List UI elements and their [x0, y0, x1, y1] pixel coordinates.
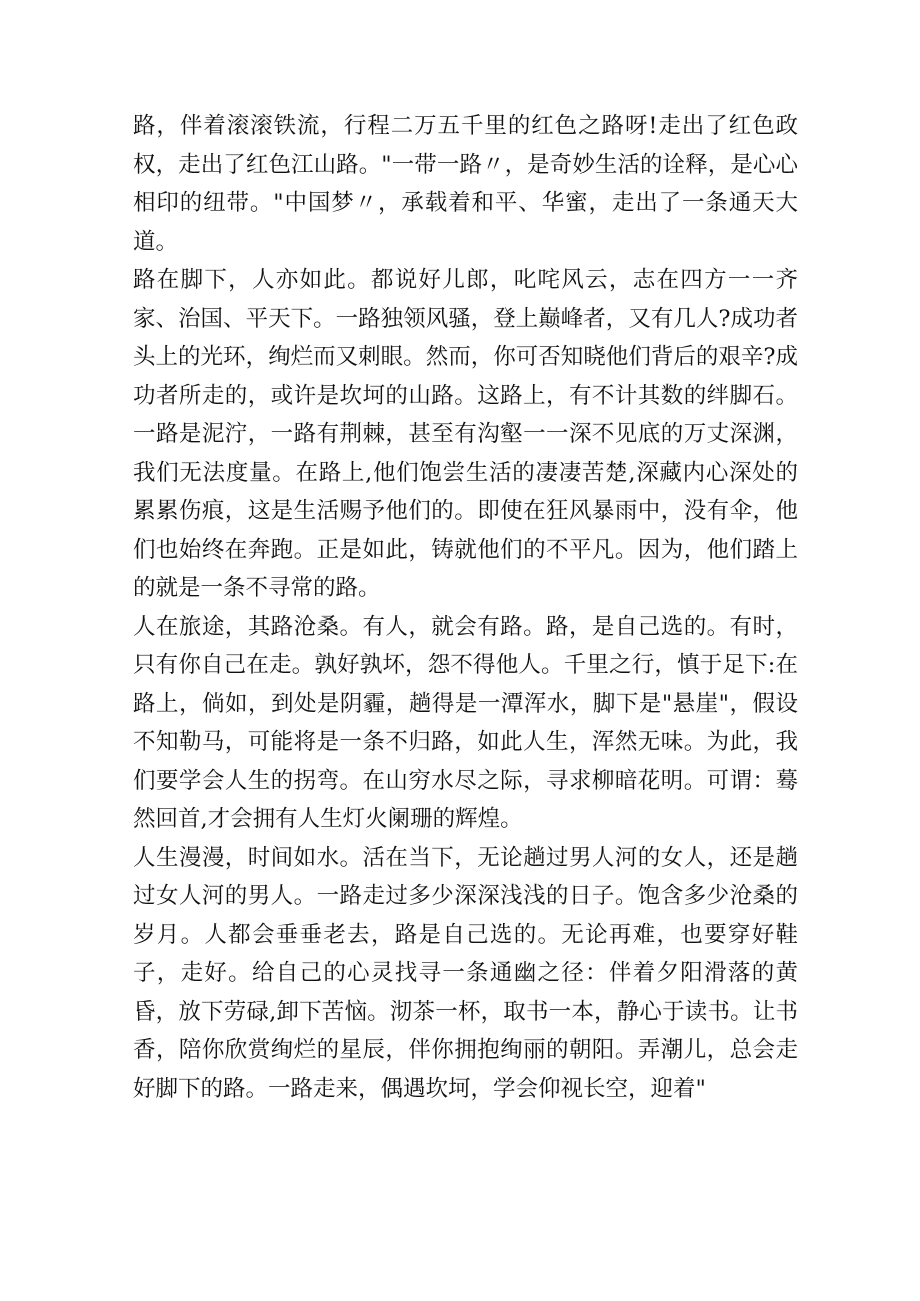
paragraph-road-under-feet: 路在脚下，人亦如此。都说好儿郎，叱咤风云，志在四方一一齐家、治国、平天下。一路独领风骚，登上巅峰者，又有几人?成功者头上的光环，绚烂而又刺眼。然而，你可否知晓他们背后的艰辛?成功者所走的，或许是坎坷的山路。这路上，有不计其数的绊脚石。一路是泥泞，一路有荆棘，甚至有沟壑一一深不见底的万丈深渊，我们无法度量。在路上,他们饱尝生活的凄凄苦楚,深藏内心深处的累累伤痕，这是生活赐予他们的。即使在狂风暴雨中，没有伞，他们也始终在奔跑。正是如此，铸就他们的不平凡。因为，他们踏上的就是一条不寻常的路。 — [133, 267, 798, 601]
paragraph-life-journey: 人在旅途，其路沧桑。有人，就会有路。路，是自己选的。有时，只有你自己在走。孰好孰坏，怨不得他人。千里之行，慎于足下:在路上，倘如，到处是阴霾，趟得是一潭浑水，脚下是"悬崖"，假设不知勒马，可能将是一条不归路，如此人生，浑然无味。为此，我们要学会人生的拐弯。在山穷水尽之际，寻求柳暗花明。可谓：蓦然回首,才会拥有人生灯火阑珊的辉煌。 — [133, 613, 798, 832]
paragraph-red-road: 路，伴着滚滚铁流，行程二万五千里的红色之路呀!走出了红色政权，走出了红色江山路。"一带一路〃，是奇妙生活的诠释，是心心相印的纽带。"中国梦〃，承载着和平、华蜜，走出了一条通天大道。 — [133, 113, 798, 255]
article-body — [133, 107, 798, 1108]
paragraph-long-life: 人生漫漫，时间如水。活在当下，无论趟过男人河的女人，还是趟过女人河的男人。一路走过多少深深浅浅的日子。饱含多少沧桑的岁月。人都会垂垂老去，路是自己选的。无论再难，也要穿好鞋子，走好。给自己的心灵找寻一条通幽之径：伴着夕阳滑落的黄昏，放下劳碌,卸下苦恼。沏茶一杯，取书一本，静心于读书。让书香，陪你欣赏绚烂的星辰，伴你拥抱绚丽的朝阳。弄潮儿，总会走好脚下的路。一路走来，偶遇坎坷，学会仰视长空，迎着" — [133, 844, 798, 1102]
